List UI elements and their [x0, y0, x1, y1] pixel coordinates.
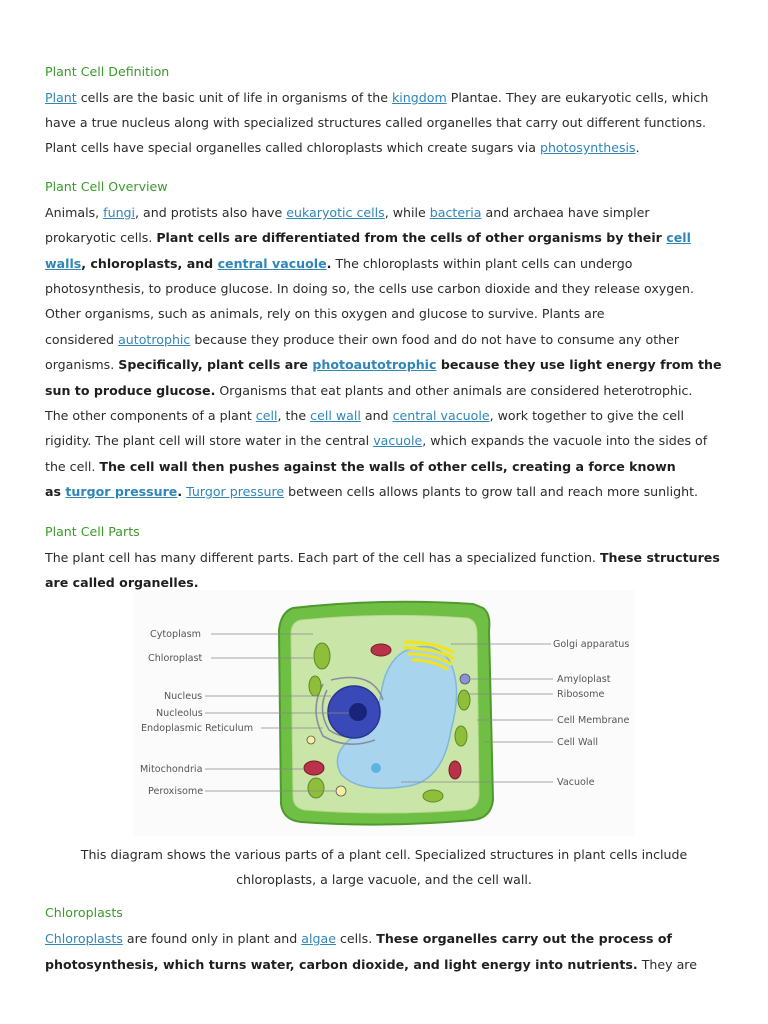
paragraph-line — [45, 90, 708, 106]
text: The plant cell has many different parts. Each part of the cell has a specialized function. — [45, 550, 600, 565]
text: The other components of a plant — [45, 408, 256, 423]
text: cells. — [335, 931, 377, 946]
paragraph-line: photosynthesis, to produce glucose. In doing so, the cells use carbon dioxide and they release oxygen. — [45, 281, 694, 296]
label-peroxisome: Peroxisome — [148, 786, 204, 797]
label-mitochondria: Mitochondria — [140, 764, 203, 775]
text: , which expands the vacuole into the sides of — [422, 433, 708, 448]
bold-text: These organelles carry out the process of — [376, 931, 672, 946]
paragraph-line — [45, 484, 698, 500]
paragraph-line — [45, 383, 692, 399]
label-ribosome: Ribosome — [557, 689, 605, 700]
label-cell-wall: Cell Wall — [557, 737, 599, 748]
plant-cell-diagram — [133, 590, 635, 836]
peroxisome-shape — [336, 786, 346, 796]
link-algae[interactable]: algae — [301, 931, 336, 946]
link-central-vacuole[interactable]: central vacuole — [217, 256, 327, 271]
link-bacteria[interactable]: bacteria — [429, 205, 482, 220]
section-heading-definition: Plant Cell Definition — [45, 64, 170, 79]
text: , the — [277, 408, 311, 423]
text: and archaea have simpler — [481, 205, 650, 220]
text: They are — [637, 957, 697, 972]
link-photoautotrophic[interactable]: photoautotrophic — [312, 357, 437, 372]
plant-cell-diagram-svg — [133, 590, 635, 836]
bold-text: , chloroplasts, and — [81, 256, 218, 271]
text: considered — [45, 332, 119, 347]
figure-caption-line: This diagram shows the various parts of a plant cell. Specialized structures in plant cells include — [80, 847, 688, 862]
vacuole-spot — [371, 763, 381, 773]
bold-text: photosynthesis, which turns water, carbon dioxide, and light energy into nutrients. — [45, 957, 638, 972]
text: , while — [384, 205, 430, 220]
bold-text: These structures — [599, 550, 720, 565]
figure-caption-line: chloroplasts, a large vacuole, and the cell wall. — [236, 872, 532, 887]
bold-text: because they use light energy from the — [436, 357, 722, 372]
text: . — [635, 140, 640, 155]
label-cytoplasm: Cytoplasm — [150, 629, 201, 640]
paragraph-line — [45, 575, 199, 591]
nucleolus-shape — [349, 703, 367, 721]
text: Organisms that eat plants and other animals are considered heterotrophic. — [215, 383, 693, 398]
text: because they produce their own food and do not have to consume any other — [190, 332, 680, 347]
text: cells are the basic unit of life in organisms of the — [76, 90, 392, 105]
paragraph-line — [45, 256, 632, 272]
paragraph-line — [45, 931, 672, 947]
link-plant[interactable]: Plant — [45, 90, 77, 105]
text: and — [360, 408, 393, 423]
text: rigidity. The plant cell will store water in the central — [45, 433, 374, 448]
bold-text: . — [326, 256, 332, 271]
bold-text: are called organelles. — [45, 575, 199, 590]
text: the cell. — [45, 459, 100, 474]
link-eukaryotic-cells[interactable]: eukaryotic cells — [286, 205, 385, 220]
text: , work together to give the cell — [489, 408, 684, 423]
bold-text: . — [177, 484, 183, 499]
text: Animals, — [45, 205, 104, 220]
paragraph-line — [45, 957, 697, 973]
label-nucleolus: Nucleolus — [156, 708, 203, 719]
paragraph-line — [45, 230, 691, 246]
text: Plantae. They are eukaryotic cells, which — [446, 90, 709, 105]
paragraph-line — [45, 357, 722, 373]
label-er: Endoplasmic Reticulum — [141, 723, 254, 734]
paragraph-line — [45, 408, 684, 424]
link-kingdom[interactable]: kingdom — [391, 90, 447, 105]
paragraph-line — [45, 205, 650, 221]
link-cell-walls-2[interactable]: walls — [45, 256, 82, 271]
label-golgi: Golgi apparatus — [553, 639, 630, 650]
link-cell-walls[interactable]: cell — [666, 230, 691, 245]
link-chloroplasts[interactable]: Chloroplasts — [45, 931, 123, 946]
label-cell-membrane: Cell Membrane — [557, 715, 630, 726]
section-heading-overview: Plant Cell Overview — [45, 179, 168, 194]
label-chloroplast: Chloroplast — [148, 653, 203, 664]
paragraph-line — [45, 433, 707, 449]
text: between cells allows plants to grow tall and reach more sunlight. — [284, 484, 699, 499]
text: are found only in plant and — [122, 931, 302, 946]
link-cell-wall[interactable]: cell wall — [310, 408, 361, 423]
text: The chloroplasts within plant cells can undergo — [331, 256, 633, 271]
bold-text: Plant cells are differentiated from the cells of other organisms by their — [156, 230, 667, 245]
paragraph-line: have a true nucleus along with specialized structures called organelles that carry out different functions. — [45, 115, 707, 130]
amyloplast-shape — [460, 674, 470, 684]
paragraph-line — [45, 140, 640, 156]
bold-text: as — [45, 484, 66, 499]
ribosome-shape — [307, 736, 315, 744]
paragraph-line — [45, 550, 720, 566]
bold-text: The cell wall then pushes against the walls of other cells, creating a force known — [99, 459, 676, 474]
link-turgor-pressure[interactable]: turgor pressure — [65, 484, 178, 499]
label-vacuole: Vacuole — [557, 777, 595, 788]
text: Plant cells have special organelles called chloroplasts which create sugars via — [45, 140, 540, 155]
link-central-vacuole-2[interactable]: central vacuole — [392, 408, 490, 423]
label-nucleus: Nucleus — [164, 691, 203, 702]
link-turgor-pressure-2[interactable]: Turgor pressure — [186, 484, 285, 499]
bold-text: sun to produce glucose. — [45, 383, 216, 398]
bold-text: Specifically, plant cells are — [118, 357, 313, 372]
text: organisms. — [45, 357, 119, 372]
text: prokaryotic cells. — [45, 230, 157, 245]
link-autotrophic[interactable]: autotrophic — [118, 332, 191, 347]
section-heading-chloroplasts: Chloroplasts — [45, 905, 123, 920]
link-photosynthesis[interactable]: photosynthesis — [539, 140, 636, 155]
paragraph-line — [45, 459, 676, 475]
label-amyloplast: Amyloplast — [557, 674, 611, 685]
link-vacuole[interactable]: vacuole — [373, 433, 423, 448]
link-cell[interactable]: cell — [255, 408, 278, 423]
section-heading-parts: Plant Cell Parts — [45, 524, 140, 539]
paragraph-line: Other organisms, such as animals, rely on this oxygen and glucose to survive. Plants are — [45, 306, 605, 321]
paragraph-line — [45, 332, 679, 348]
text: , and protists also have — [135, 205, 287, 220]
link-fungi[interactable]: fungi — [103, 205, 136, 220]
